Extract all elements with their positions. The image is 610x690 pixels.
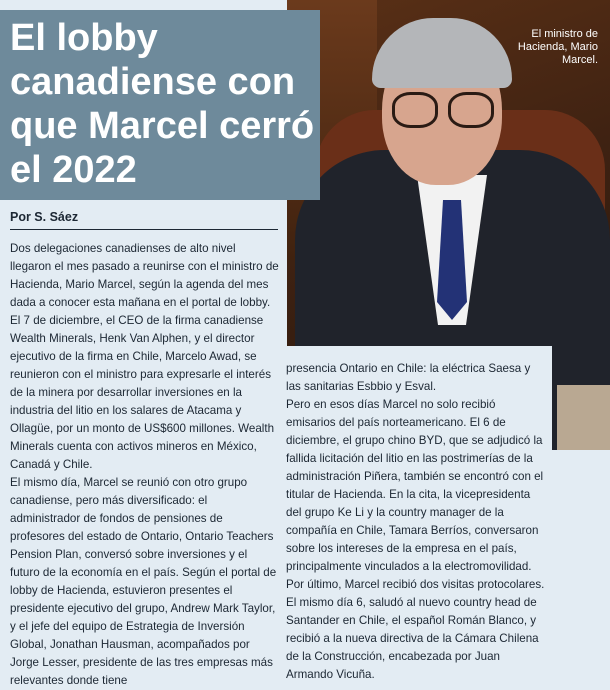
paragraph: Por último, Marcel recibió dos visitas protocolares. El mismo día 6, saludó al nuevo country head de Santander en Chile, el español Román Blanco, y recibió a la nueva directiva de la Cámara Chilena de la Construcción, encabezada por Juan Armando Vicuña. [286,578,545,681]
hair [372,18,512,88]
paragraph: Pero en esos días Marcel no solo recibió emisarios del país norteamericano. El 6 de diciembre, el grupo chino BYD, que se adjudicó la fallida licitación del litio en las postrimerías de la administración Piñera, también se encontró con el titular de Hacienda. En la cita, la vicepresidenta del grupo Ke Li y la country manager de la compañía en Chile, Tamara Berríos, conversaron sobre los intereses de la empresa en el país, principalmente vinculados a la electromovilidad. [286,398,544,573]
paragraph: presencia Ontario en Chile: la eléctrica Saesa y las sanitarias Esbbio y Esval. [286,362,531,393]
column-2 [286,360,548,684]
paragraph: El mismo día, Marcel se reunió con otro grupo canadiense, pero más diversificado: el administrador de fondos de pensiones de profesores del estado de Ontario, Ontario Teachers Pension Plan, conversó sobre inversiones y el futuro de la economía en el país. Según el portal de lobby de Hacienda, estuvieron presentes el presidente ejecutivo del grupo, Andrew Mark Taylor, y el jefe del equipo de Estrategia de Inversión Global, Jonathan Hausman, acompañados por Jorge Lesser, presidente de las tres empresas más relevantes donde tiene [10,476,277,687]
desk [557,385,610,450]
column-1 [10,240,280,690]
paragraph: Dos delegaciones canadienses de alto nivel llegaron el mes pasado a reunirse con el ministro de Hacienda, Mario Marcel, según la agenda del mes dada a conocer esta mañana en el portal de lobby. [10,242,279,309]
byline: Por S. Sáez [10,210,79,224]
glasses-icon [392,92,496,126]
photo-caption: El ministro de Hacienda, Mario Marcel. [517,28,598,66]
paragraph: El 7 de diciembre, el CEO de la firma canadiense Wealth Minerals, Henk Van Alphen, y el director ejecutivo de la firma en Chile, Marcelo Awad, se reunieron con el ministro para expresarle el interés de la minera por desarrollar inversiones en la industria del litio en los salares de Atacama y Ollagüe, por un monto de US$600 millones. Wealth Minerals cuenta con activos mineros en México, Canadá y Chile. [10,314,275,471]
page-title: El lobby canadiense con que Marcel cerró el 2022 [10,17,315,191]
divider [10,229,278,230]
